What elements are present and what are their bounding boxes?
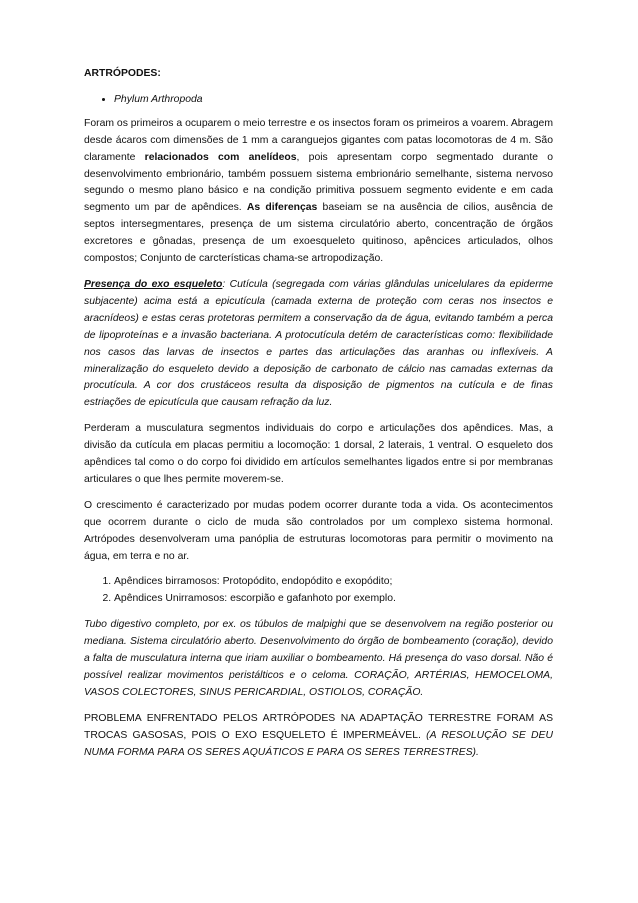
list-item: 1. Apêndices birramosos: Protopódito, endopódito e exopódito; xyxy=(114,574,553,591)
phylum-list xyxy=(84,92,553,109)
paragraph-musculatura: Perderam a musculatura segmentos individuais do corpo e articulações dos apêndices. Mas, a divisão da cutícula em placas permitiu a locomoção: 1 dorsal, 2 laterais, 1 ventral. O esqueleto dos apêndices tal como o do corpo foi dividido em artículos semelhantes ligados entre si por membranas articulares o que lhes permite moverem-se. xyxy=(84,423,553,485)
intro-text-e: baseiam se na ausência de cilios, ausência de septos intersegmentares, presença de um sistema circulatório aberto, concentração de órgãos excretores e gônadas, presença de um exoesqueleto quitinoso, apêncices articulados, olhos compostos; Conjunto de carcterísticas chama-se artropodização. xyxy=(84,202,553,265)
intro-bold-anelideos: relacionados com anelídeos xyxy=(144,151,297,163)
paragraph-intro xyxy=(84,116,553,268)
phylum-item: • Phylum Arthropoda xyxy=(114,92,553,109)
intro-text-a: Foram os primeiros a ocuparem o meio terrestre e os insectos foram os primeiros a voarem. Abragem desde ácaros com dimensões de 1 mm a caranguejos gigantes com patas locomotoras de 4 m. São claramente xyxy=(84,117,553,163)
list-item: 2. Apêndices Unirramosos: escorpião e gafanhoto por exemplo. xyxy=(114,591,553,608)
intro-text-c: , pois apresentam corpo segmentado durante o desenvolvimento embrionário, também possuem sistema embrionário semelhante, sistema nervoso segundo o mesmo plano básico e na condição primitiva possuem segmento evidente e em cada segmento um par de apêndices. xyxy=(84,151,554,214)
problema-text-b: (A RESOLUÇÃO SE DEU NUMA FORMA PARA OS SERES AQUÁTICOS E PARA OS SERES TERRESTRES). xyxy=(84,729,553,758)
exoesqueleto-body: : Cutícula (segregada com várias glândulas unicelulares da epiderme subjacente) acima está a epicutícula (camada externa de proteção com ceras nos insectos e aracnídeos) e estas ceras protetoras permitem a conservação da de água, evitando também a perca de lipoproteínas e a invasão bacteriana. A protocutícula detém de características como: flexibilidade nos casos das larvas de insectos e partes das articulações das aranhas ou inflexíveis. A mineralização do esqueleto devido a deposição de carbonato de cálcio nas camadas externas da procutícula. A cor dos crustáceos resulta da disposição de pigmentos na cutícula e de finas estriações de epicutícula que causam refração da luz. xyxy=(84,278,554,409)
document-page xyxy=(84,66,553,771)
exoesqueleto-heading: Presença do exo esqueleto xyxy=(84,278,223,290)
problema-text-a: PROBLEMA ENFRENTADO PELOS ARTRÓPODES NA ADAPTAÇÃO TERRESTRE FORAM AS TROCAS GASOSAS, POIS O EXO ESQUELETO É IMPERMEÁVEL. xyxy=(84,712,553,741)
apendices-list xyxy=(84,574,553,608)
paragraph-tubo-digestivo: Tubo digestivo completo, por ex. os túbulos de malpighi que se desenvolvem na região posterior ou mediana. Sistema circulatório aberto. Desenvolvimento do órgão de bombeamento (coração), devido a falta de musculatura interna que iriam auxiliar o bombeamento. Há presença do vaso dorsal. Não é possível realizar movimentos peristálticos e o celoma. CORAÇÃO, ARTÉRIAS, HEMOCELOMA, VASOS COLECTORES, SINUS PERICARDIAL, OSTIOLOS, CORAÇÃO. xyxy=(84,619,553,698)
section-title: ARTRÓPODES: xyxy=(84,68,161,79)
paragraph-problema xyxy=(84,711,553,762)
intro-bold-diferencas: As diferenças xyxy=(246,202,318,214)
paragraph-crescimento: O crescimento é caracterizado por mudas podem ocorrer durante toda a vida. Os acontecimentos que ocorrem durante o ciclo de muda são controlados por um complexo sistema hormonal. Artrópodes desenvolveram uma panóplia de estruturas locomotoras para permitir o movimento na água, em terra e no ar. xyxy=(84,499,553,562)
paragraph-exoesqueleto xyxy=(84,277,553,412)
